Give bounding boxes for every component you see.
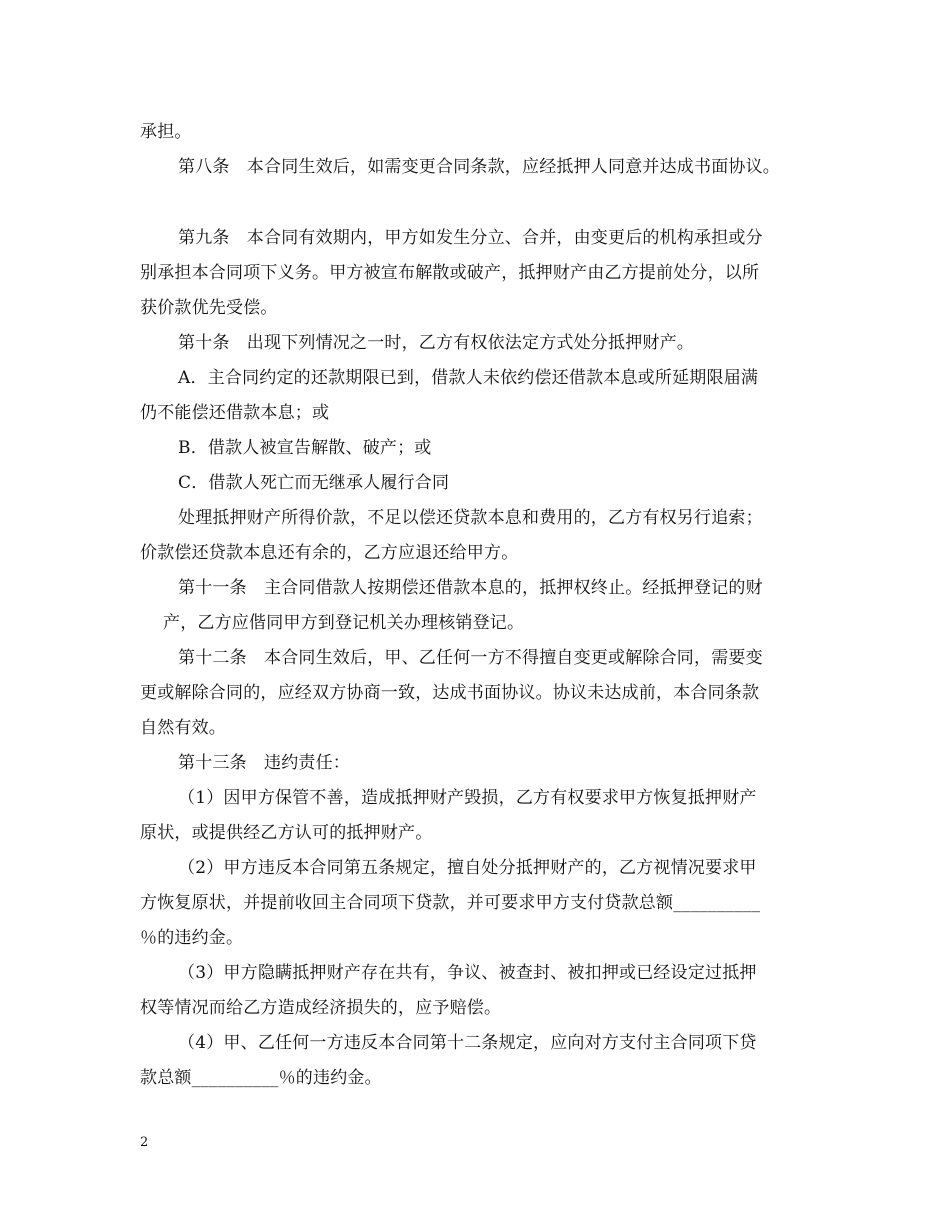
text-line: 价款偿还贷款本息还有余的，乙方应退还给甲方。 [140, 543, 519, 563]
article-13: 第十三条 违约责任： [178, 753, 350, 773]
text-line: 承担。 [140, 122, 192, 142]
text-line: 权等情况而给乙方造成经济损失的，应予赔偿。 [140, 998, 502, 1018]
item-3: （3）甲方隐瞒抵押财产存在共有，争议、被查封、被扣押或已经设定过抵押 [178, 963, 757, 983]
article-11: 第十一条 主合同借款人按期偿还借款本息的，抵押权终止。经抵押登记的财 [178, 578, 763, 598]
text-line: 产，乙方应偕同甲方到登记机关办理核销登记。 [163, 613, 525, 633]
text-line: 自然有效。 [140, 718, 226, 738]
article-12: 第十二条 本合同生效后，甲、乙任何一方不得擅自变更或解除合同，需要变 [178, 648, 763, 668]
clause-a: A．主合同约定的还款期限已到，借款人未依约偿还借款本息或所延期限届满 [178, 368, 759, 388]
text-line: ％的违约金。 [140, 928, 244, 948]
item-2: （2）甲方违反本合同第五条规定，擅自处分抵押财产的，乙方视情况要求甲 [178, 858, 757, 878]
clause-c: C．借款人死亡而无继承人履行合同 [178, 473, 450, 493]
text-line: 处理抵押财产所得价款，不足以偿还贷款本息和费用的，乙方有权另行追索； [178, 508, 763, 528]
text-line: 款总额__________％的违约金。 [140, 1068, 382, 1088]
text-line: 获价款优先受偿。 [140, 298, 278, 318]
article-8: 第八条 本合同生效后，如需变更合同条款，应经抵押人同意并达成书面协议。 [178, 157, 780, 177]
text-line: 原状，或提供经乙方认可的抵押财产。 [140, 823, 433, 843]
text-line: 方恢复原状，并提前收回主合同项下贷款，并可要求甲方支付贷款总额__________ [140, 893, 761, 913]
article-10: 第十条 出现下列情况之一时，乙方有权依法定方式处分抵押财产。 [178, 333, 694, 353]
article-9: 第九条 本合同有效期内，甲方如发生分立、合并，由变更后的机构承担或分 [178, 228, 763, 248]
text-line: 仍不能偿还借款本息；或 [140, 403, 330, 423]
text-line: 别承担本合同项下义务。甲方被宣布解散或破产，抵押财产由乙方提前处分，以所 [140, 263, 760, 283]
clause-b: B．借款人被宣告解散、破产；或 [178, 438, 432, 458]
page-number: 2 [140, 1135, 149, 1150]
text-line: 更或解除合同的，应经双方协商一致，达成书面协议。协议未达成前，本合同条款 [140, 683, 760, 703]
item-1: （1）因甲方保管不善，造成抵押财产毁损，乙方有权要求甲方恢复抵押财产 [178, 788, 757, 808]
item-4: （4）甲、乙任何一方违反本合同第十二条规定，应向对方支付主合同项下贷 [178, 1033, 757, 1053]
